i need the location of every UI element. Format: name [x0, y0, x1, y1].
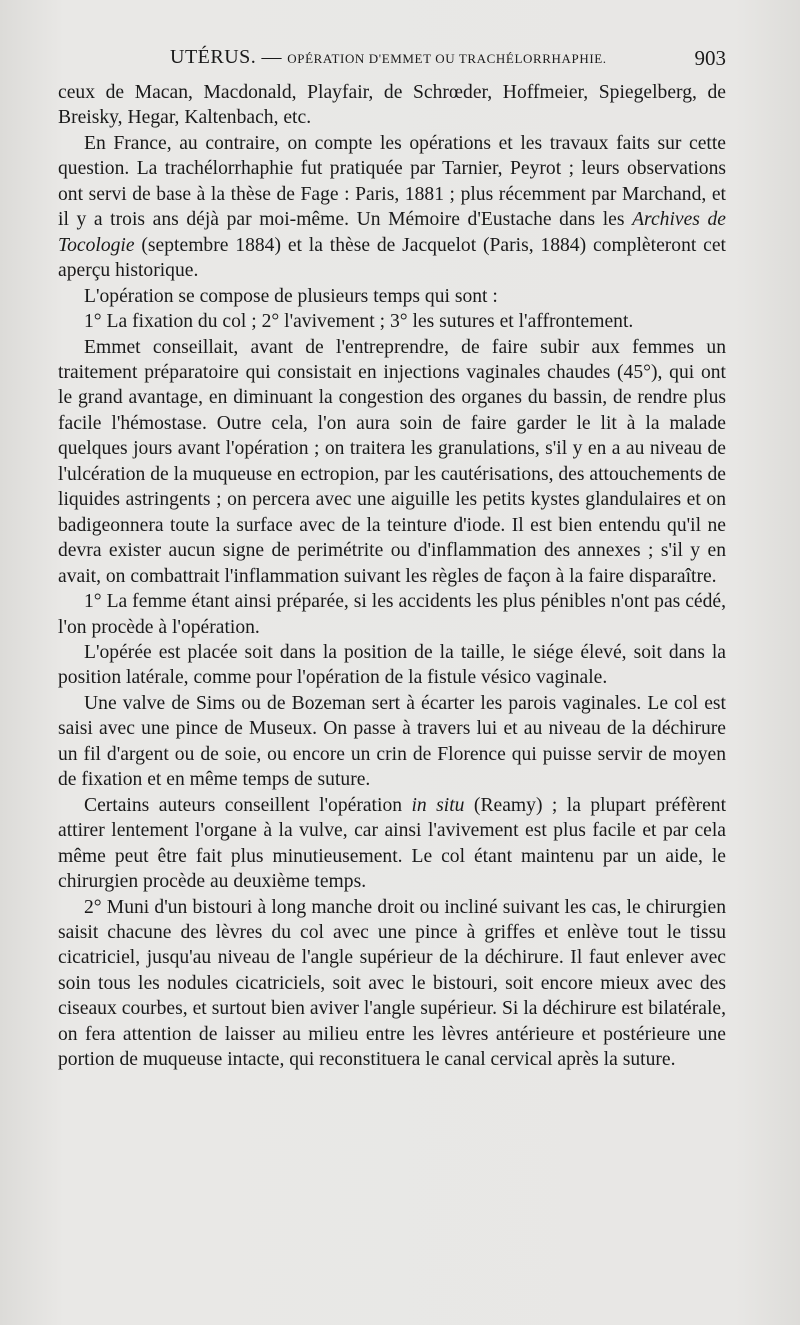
- running-title-dash: —: [261, 46, 283, 68]
- paragraph: 1° La femme étant ainsi préparée, si les accidents les plus pénibles n'ont pas cédé, l'on procède à l'opération.: [58, 591, 726, 638]
- paragraph: Certains auteurs conseillent l'opération in situ (Reamy) ; la plupart préfèrent attirer lentement l'organe à la vulve, car ainsi l'avivement est plus facile et par cela même peut être fait plus minutieusement. Le col étant maintenu par un aide, le chirurgien procède au deuxième temps.: [58, 794, 727, 893]
- body-text: [58, 80, 726, 1073]
- paragraph: Emmet conseillait, avant de l'entreprendre, de faire subir aux femmes un traitement préparatoire qui consistait en injections vaginales chaudes (45°), qui ont le grand avantage, en diminuant la congestion des organes du bassin, de rendre plus facile l'hémostase. Outre cela, l'on aura soin de faire garder le lit à la malade quelques jours avant l'opération ; on traitera les granulations, s'il y en a au niveau de l'ulcération de la muqueuse en ectropion, par les cautérisations, des attouchements de liquides astringents ; on percera avec une aiguille les petits kystes glandulaires et on badigeonnera toute la surface avec de la teinture d'iode. Il est bien entendu qu'il ne devra exister aucun signe de perimétrite ou d'inflammation des annexes ; s'il y en avait, on combattrait l'inflammation suivant les règles de façon à la faire disparaître.: [58, 336, 726, 587]
- paragraph-continuation: ceux de Macan, Macdonald, Playfair, de Schrœder, Hoffmeier, Spiegelberg, de Breisky, Hegar, Kaltenbach, etc.: [58, 82, 726, 129]
- paragraph: L'opérée est placée soit dans la position de la taille, le siége élevé, soit dans la position latérale, comme pour l'opération de la fistule vésico vaginale.: [58, 641, 726, 689]
- paragraph: En France, au contraire, on compte les opérations et les travaux faits sur cette question. La trachélorrhaphie fut pratiquée par Tarnier, Peyrot ; leurs observations ont servi de base à la thèse de Fage : Paris, 1881 ; plus récemment par Marchand, et il y a trois ans déjà par moi-même. Un Mémoire d'Eustache dans les Archives de Tocologie (septembre 1884) et la thèse de Jacquelot (Paris, 1884) complèteront cet aperçu historique.: [58, 132, 726, 282]
- paragraph: 1° La fixation du col ; 2° l'avivement ; 3° les sutures et l'affrontement.: [84, 311, 634, 333]
- running-title: [170, 46, 607, 69]
- running-header: [58, 46, 726, 76]
- page-number: 903: [694, 46, 726, 70]
- italic-term: in situ: [411, 794, 465, 816]
- running-title-sub: OPÉRATION D'EMMET OU TRACHÉLORRHAPHIE.: [287, 51, 607, 66]
- paragraph: 2° Muni d'un bistouri à long manche droit ou incliné suivant les cas, le chirurgien saisit chacune des lèvres du col avec une pince à griffes et enlève tout le tissu cicatriciel, jusqu'au niveau de l'angle supérieur de la déchirure. Il faut enlever avec soin tous les nodules cicatriciels, soit avec le bistouri, soit encore mieux avec des ciseaux courbes, et surtout bien aviver l'angle supérieur. Si la déchirure est bilatérale, on fera attention de laisser au milieu entre les lèvres antérieure et postérieure une portion de muqueuse intacte, qui reconstituera le canal cervical après la suture.: [58, 896, 726, 1071]
- paragraph: Une valve de Sims ou de Bozeman sert à écarter les parois vaginales. Le col est saisi avec une pince de Museux. On passe à travers lui et au niveau de la déchirure un fil d'argent ou de soie, ou encore un crin de Florence qui puisse servir de moyen de fixation et en même temps de suture.: [58, 692, 726, 791]
- running-title-main: UTÉRUS.: [170, 46, 257, 68]
- italic-term: Archives de Tocologie: [58, 209, 726, 256]
- paragraph: L'opération se compose de plusieurs temps qui sont :: [84, 285, 498, 307]
